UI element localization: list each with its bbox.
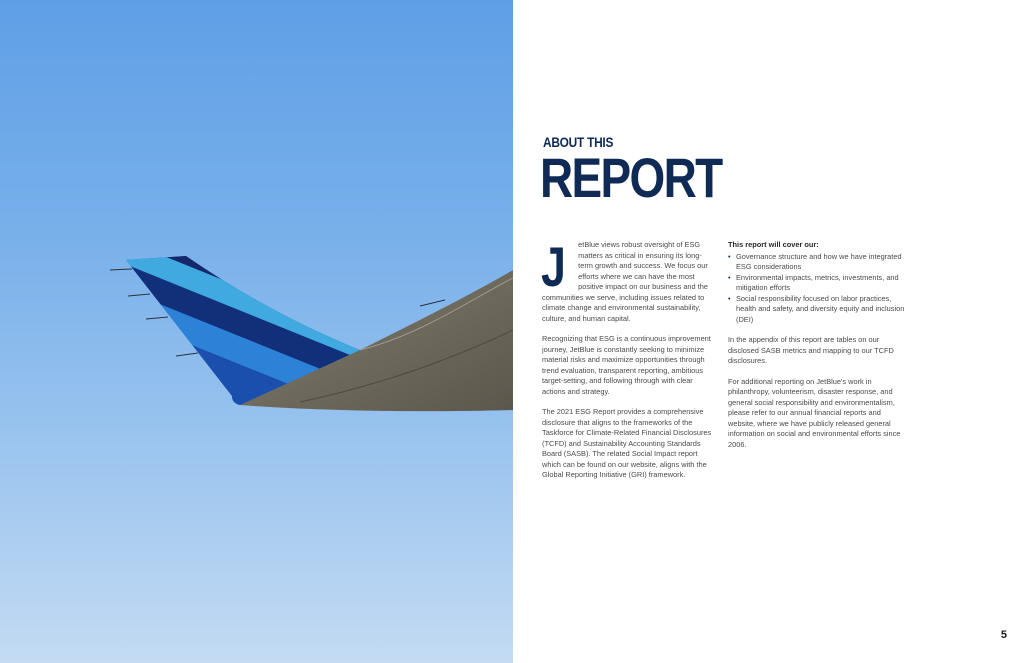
report-content (513, 0, 1024, 663)
body-paragraph: Recognizing that ESG is a continuous improvement journey, JetBlue is constantly seeking to minimize material risks and maximize opportunities through trend evaluation, transparent reporting, ambitious target-setting, and following through with clear actions and strategy. (542, 334, 711, 396)
page-title: REPORT (540, 146, 722, 209)
coverage-item: • Governance structure and how we have integrated ESG considerations (736, 252, 906, 273)
section-kicker: ABOUT THIS (543, 134, 614, 150)
coverage-item: • Environmental impacts, metrics, investments, and mitigation efforts (736, 273, 906, 294)
body-paragraph: For additional reporting on JetBlue's work in philanthropy, volunteerism, disaster response, and general social responsibility and environmentalism, please refer to our annual financial reports and website, where we have publicly released general information on social and environmental efforts since 2006. (728, 376, 901, 449)
body-paragraph: In the appendix of this report are tables on our disclosed SASB metrics and mapping to our TCFD disclosures. (728, 335, 894, 365)
column-right (728, 240, 906, 460)
coverage-list (728, 252, 906, 326)
column-left (541, 235, 714, 491)
dropcap: J (541, 235, 566, 298)
coverage-heading: This report will cover our: (728, 240, 819, 249)
intro-paragraph (541, 235, 714, 324)
intro-text: etBlue views robust oversight of ESG matters as critical in ensuring its long-term growth and success. We focus our efforts where we can have the most positive impact on our business and the communities we serve, including issues related to climate change and environmental sustainability, culture, and human capital. (542, 240, 708, 323)
page-number: 5 (1000, 629, 1007, 641)
coverage-item: • Social responsibility focused on labor practices, health and safety, and diversity equity and inclusion (DEI) (736, 294, 906, 326)
body-paragraph: The 2021 ESG Report provides a comprehensive disclosure that aligns to the frameworks of the Taskforce for Climate-Related Financial Disclosures (TCFD) and Sustainability Accounting Standards Board (SASB). The related Social Impact report which can be found on our website, aligns with the Global Reporting Initiative (GRI) framework. (542, 407, 712, 479)
